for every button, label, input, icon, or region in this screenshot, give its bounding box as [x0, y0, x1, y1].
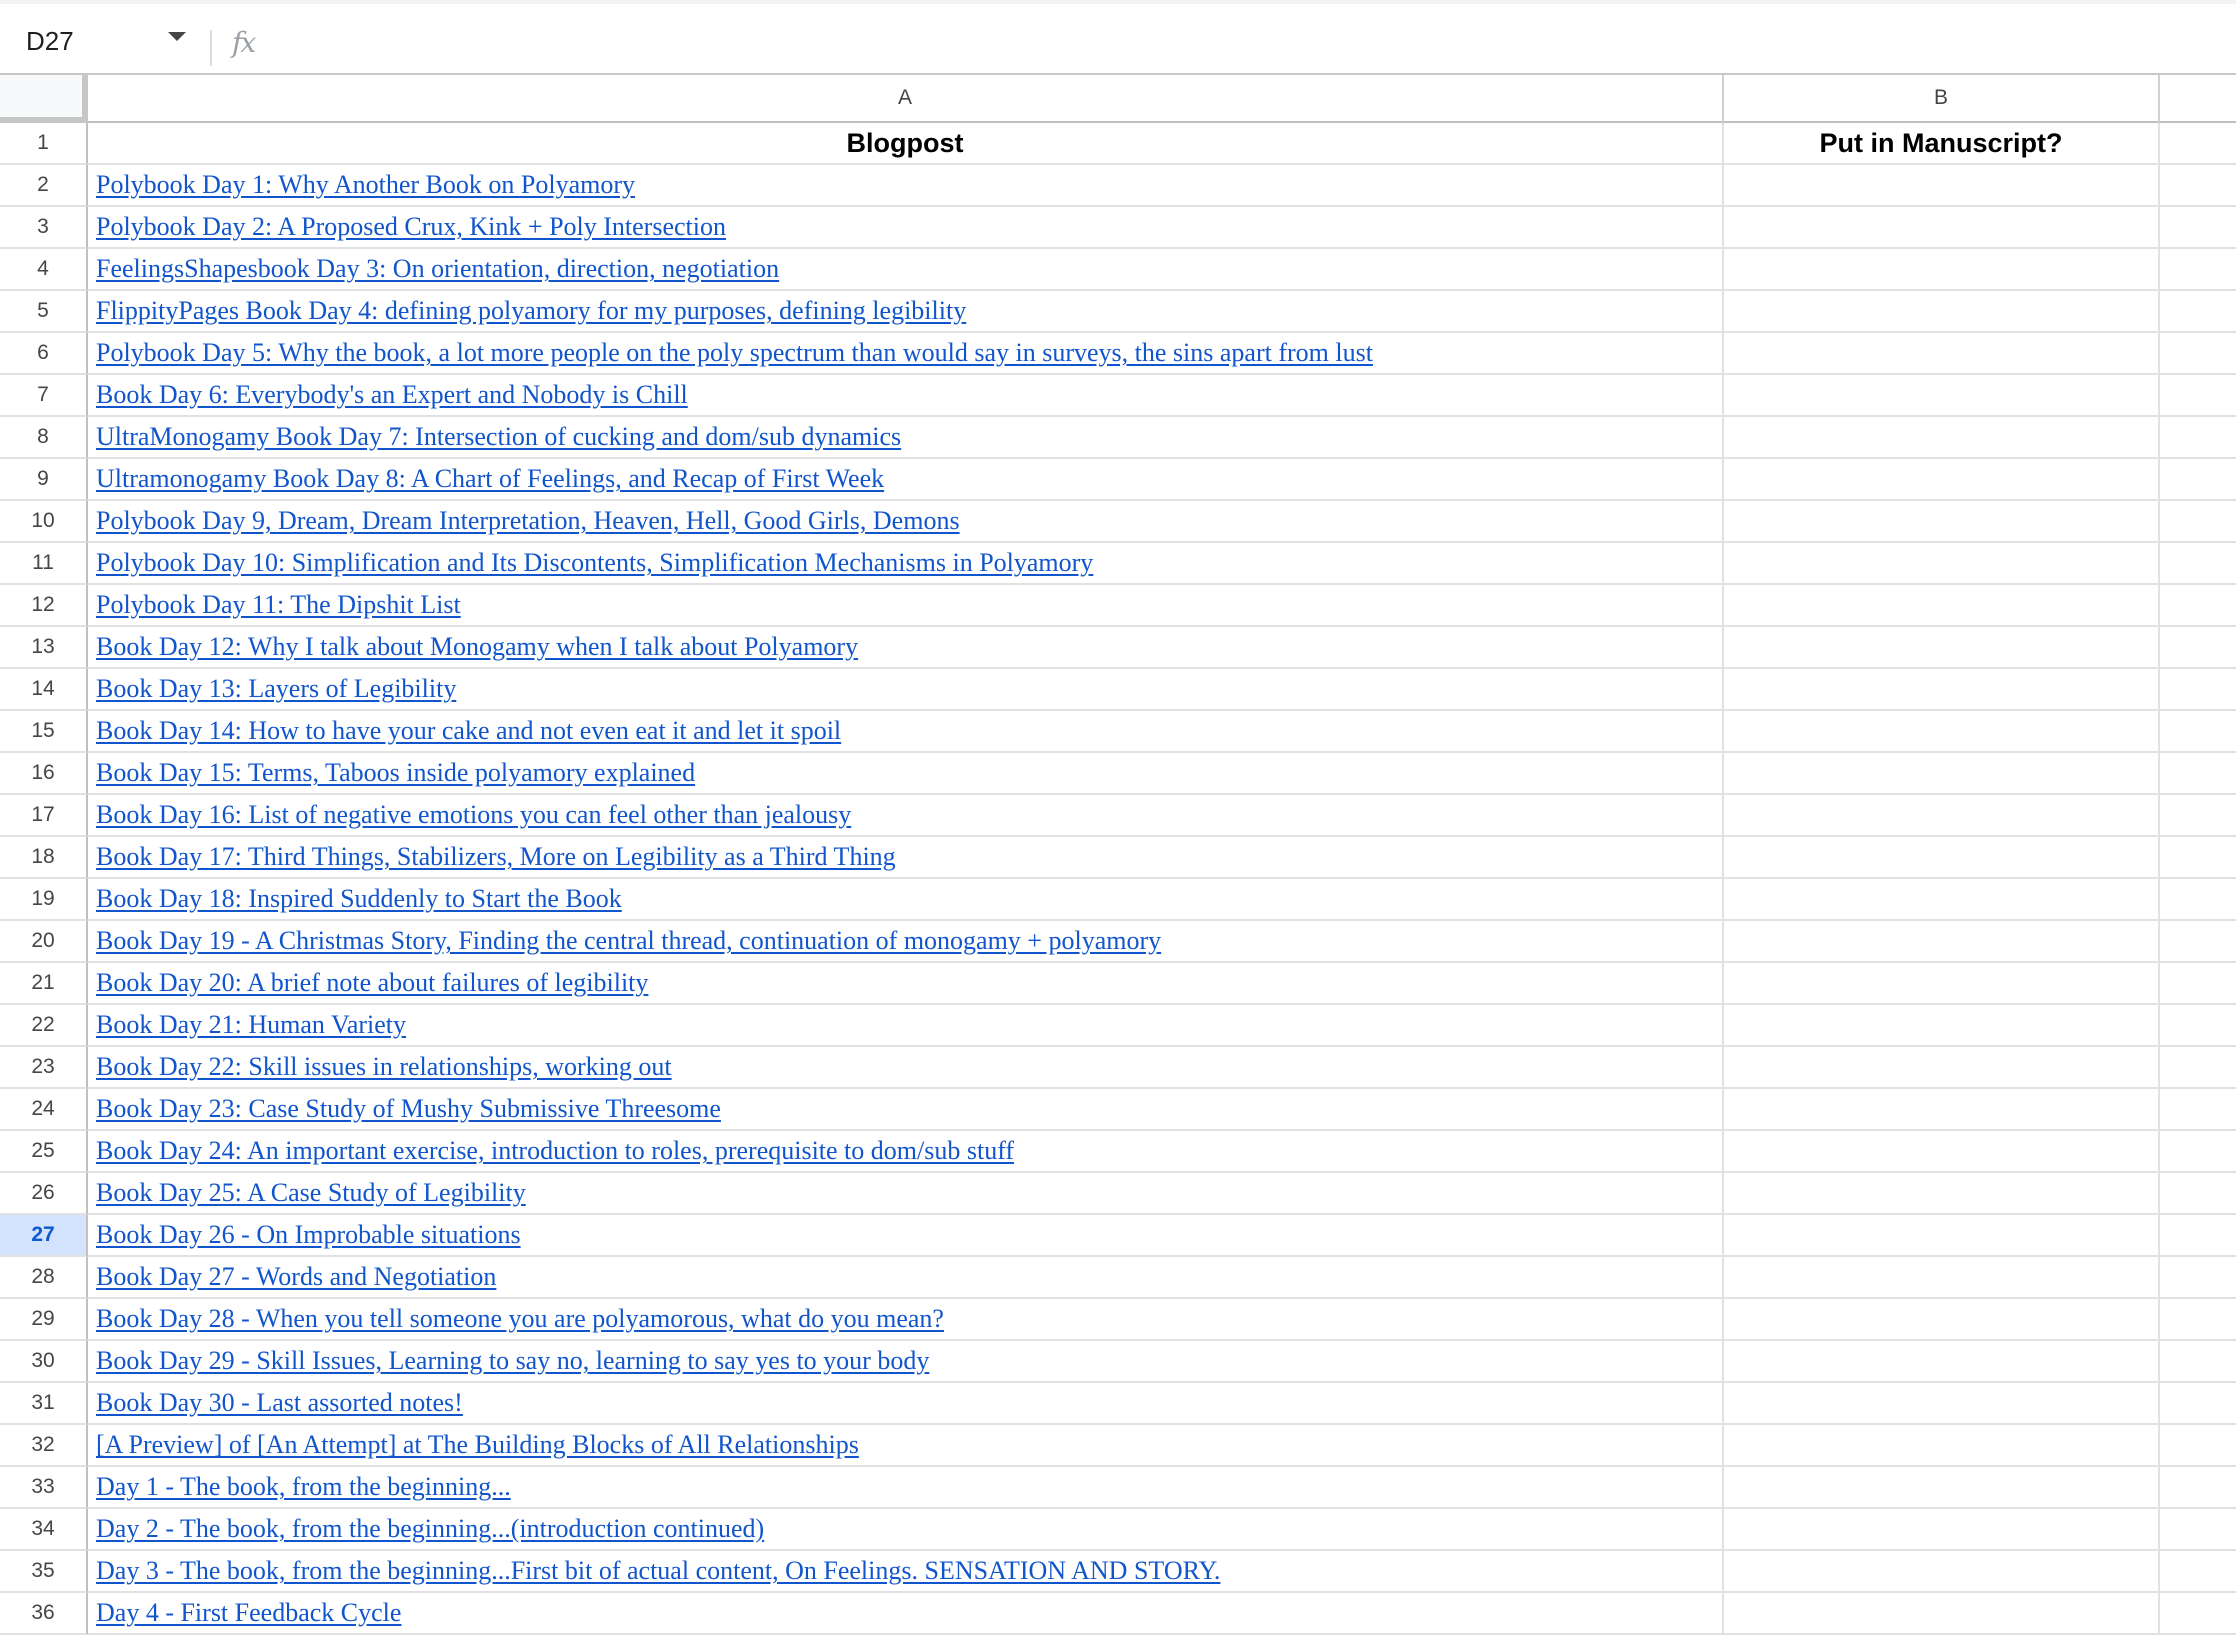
- manuscript-cell[interactable]: [1724, 711, 2160, 753]
- manuscript-cell[interactable]: [1724, 1089, 2160, 1131]
- table-row-cell-a[interactable]: [88, 1467, 1724, 1509]
- table-row-cell-a[interactable]: [88, 1299, 1724, 1341]
- blogpost-link[interactable]: Book Day 13: Layers of Legibility: [96, 674, 457, 703]
- blogpost-link[interactable]: Book Day 24: An important exercise, introduction to roles, prerequisite to dom/sub stuff: [96, 1136, 1015, 1165]
- column-header-a[interactable]: A: [88, 75, 1724, 123]
- cell[interactable]: [2160, 333, 2236, 375]
- blogpost-link[interactable]: Day 4 - First Feedback Cycle: [96, 1598, 402, 1627]
- table-row-cell-a[interactable]: [88, 921, 1724, 963]
- blogpost-link[interactable]: Book Day 6: Everybody's an Expert and Nobody is Chill: [96, 380, 688, 409]
- row-header[interactable]: 13: [0, 627, 88, 669]
- select-all-corner[interactable]: [0, 75, 88, 123]
- cell[interactable]: [2160, 375, 2236, 417]
- row-header[interactable]: 26: [0, 1173, 88, 1215]
- chevron-down-icon[interactable]: [168, 32, 186, 41]
- blogpost-link[interactable]: Polybook Day 1: Why Another Book on Polyamory: [96, 170, 636, 199]
- row-header[interactable]: 3: [0, 207, 88, 249]
- manuscript-cell[interactable]: [1724, 375, 2160, 417]
- cell[interactable]: [2160, 1593, 2236, 1635]
- cell[interactable]: [2160, 1047, 2236, 1089]
- row-header[interactable]: 32: [0, 1425, 88, 1467]
- table-row-cell-a[interactable]: [88, 879, 1724, 921]
- row-header[interactable]: 10: [0, 501, 88, 543]
- row-header[interactable]: 2: [0, 165, 88, 207]
- cell[interactable]: [2160, 459, 2236, 501]
- blogpost-link[interactable]: Polybook Day 2: A Proposed Crux, Kink + Poly Intersection: [96, 212, 726, 241]
- cell[interactable]: [2160, 1383, 2236, 1425]
- cell[interactable]: [2160, 795, 2236, 837]
- blogpost-link[interactable]: Book Day 15: Terms, Taboos inside polyamory explained: [96, 758, 696, 787]
- table-row-cell-a[interactable]: [88, 501, 1724, 543]
- blogpost-link[interactable]: Book Day 28 - When you tell someone you are polyamorous, what do you mean?: [96, 1304, 944, 1333]
- row-header[interactable]: 21: [0, 963, 88, 1005]
- blogpost-link[interactable]: Book Day 25: A Case Study of Legibility: [96, 1178, 526, 1207]
- blogpost-link[interactable]: Polybook Day 11: The Dipshit List: [96, 590, 461, 619]
- cell[interactable]: [2160, 1257, 2236, 1299]
- manuscript-cell[interactable]: [1724, 1005, 2160, 1047]
- blogpost-link[interactable]: Book Day 23: Case Study of Mushy Submissive Threesome: [96, 1094, 721, 1123]
- row-header[interactable]: 36: [0, 1593, 88, 1635]
- blogpost-link[interactable]: Polybook Day 5: Why the book, a lot more people on the poly spectrum than would say in surveys, the sins apart from lust: [96, 338, 1373, 367]
- table-row-cell-a[interactable]: [88, 627, 1724, 669]
- cell[interactable]: [2160, 543, 2236, 585]
- row-header[interactable]: 27: [0, 1215, 88, 1257]
- manuscript-cell[interactable]: [1724, 1131, 2160, 1173]
- cell[interactable]: [2160, 963, 2236, 1005]
- table-row-cell-a[interactable]: [88, 1341, 1724, 1383]
- blogpost-link[interactable]: Day 1 - The book, from the beginning...: [96, 1472, 511, 1501]
- manuscript-cell[interactable]: [1724, 669, 2160, 711]
- cell[interactable]: [2160, 1089, 2236, 1131]
- row-header[interactable]: 18: [0, 837, 88, 879]
- cell[interactable]: [2160, 669, 2236, 711]
- cell[interactable]: [2160, 501, 2236, 543]
- table-row-cell-a[interactable]: [88, 1383, 1724, 1425]
- manuscript-cell[interactable]: [1724, 1299, 2160, 1341]
- column-header-c[interactable]: [2160, 75, 2236, 123]
- table-row-cell-a[interactable]: [88, 291, 1724, 333]
- row-header[interactable]: 29: [0, 1299, 88, 1341]
- table-row-cell-a[interactable]: [88, 543, 1724, 585]
- table-row-cell-a[interactable]: [88, 669, 1724, 711]
- row-header[interactable]: 4: [0, 249, 88, 291]
- cell[interactable]: [2160, 417, 2236, 459]
- cell[interactable]: [2160, 1509, 2236, 1551]
- cell[interactable]: [2160, 1467, 2236, 1509]
- manuscript-cell[interactable]: [1724, 627, 2160, 669]
- cell[interactable]: [2160, 249, 2236, 291]
- cell[interactable]: [2160, 1551, 2236, 1593]
- manuscript-cell[interactable]: [1724, 1551, 2160, 1593]
- table-row-cell-a[interactable]: [88, 1047, 1724, 1089]
- row-header[interactable]: 17: [0, 795, 88, 837]
- table-row-cell-a[interactable]: [88, 795, 1724, 837]
- row-header[interactable]: 12: [0, 585, 88, 627]
- manuscript-cell[interactable]: [1724, 1593, 2160, 1635]
- blogpost-link[interactable]: Polybook Day 10: Simplification and Its Discontents, Simplification Mechanisms in Polyamory: [96, 548, 1094, 577]
- row-header[interactable]: 14: [0, 669, 88, 711]
- row-header[interactable]: 15: [0, 711, 88, 753]
- row-header[interactable]: 24: [0, 1089, 88, 1131]
- manuscript-cell[interactable]: [1724, 1383, 2160, 1425]
- row-header[interactable]: 9: [0, 459, 88, 501]
- blogpost-link[interactable]: [A Preview] of [An Attempt] at The Building Blocks of All Relationships: [96, 1430, 859, 1459]
- table-row-cell-a[interactable]: [88, 1551, 1724, 1593]
- row-header[interactable]: 30: [0, 1341, 88, 1383]
- cell[interactable]: [2160, 627, 2236, 669]
- blogpost-link[interactable]: Book Day 29 - Skill Issues, Learning to say no, learning to say yes to your body: [96, 1346, 930, 1375]
- blogpost-link[interactable]: Book Day 14: How to have your cake and not even eat it and let it spoil: [96, 716, 842, 745]
- row-header[interactable]: 34: [0, 1509, 88, 1551]
- manuscript-cell[interactable]: [1724, 963, 2160, 1005]
- name-box[interactable]: D27: [26, 25, 74, 56]
- blogpost-link[interactable]: Book Day 16: List of negative emotions you can feel other than jealousy: [96, 800, 852, 829]
- manuscript-cell[interactable]: [1724, 1215, 2160, 1257]
- manuscript-cell[interactable]: [1724, 879, 2160, 921]
- table-row-cell-a[interactable]: [88, 963, 1724, 1005]
- blogpost-link[interactable]: FlippityPages Book Day 4: defining polyamory for my purposes, defining legibility: [96, 296, 967, 325]
- row-header[interactable]: 22: [0, 1005, 88, 1047]
- blogpost-link[interactable]: Book Day 21: Human Variety: [96, 1010, 407, 1039]
- table-row-cell-a[interactable]: [88, 753, 1724, 795]
- header-cell-blogpost[interactable]: Blogpost: [88, 123, 1724, 165]
- cell[interactable]: [2160, 123, 2236, 165]
- table-row-cell-a[interactable]: [88, 1005, 1724, 1047]
- manuscript-cell[interactable]: [1724, 753, 2160, 795]
- cell[interactable]: [2160, 165, 2236, 207]
- manuscript-cell[interactable]: [1724, 1047, 2160, 1089]
- table-row-cell-a[interactable]: [88, 417, 1724, 459]
- cell[interactable]: [2160, 1341, 2236, 1383]
- manuscript-cell[interactable]: [1724, 1509, 2160, 1551]
- row-header[interactable]: 19: [0, 879, 88, 921]
- blogpost-link[interactable]: Book Day 27 - Words and Negotiation: [96, 1262, 497, 1291]
- cell[interactable]: [2160, 921, 2236, 963]
- cell[interactable]: [2160, 1425, 2236, 1467]
- row-header[interactable]: 20: [0, 921, 88, 963]
- table-row-cell-a[interactable]: [88, 375, 1724, 417]
- manuscript-cell[interactable]: [1724, 165, 2160, 207]
- cell[interactable]: [2160, 207, 2236, 249]
- table-row-cell-a[interactable]: [88, 1257, 1724, 1299]
- blogpost-link[interactable]: Book Day 19 - A Christmas Story, Finding the central thread, continuation of monogamy + polyamory: [96, 926, 1162, 955]
- blogpost-link[interactable]: Book Day 20: A brief note about failures of legibility: [96, 968, 649, 997]
- row-header[interactable]: 23: [0, 1047, 88, 1089]
- blogpost-link[interactable]: Day 3 - The book, from the beginning...First bit of actual content, On Feelings. SENSATION AND STORY.: [96, 1556, 1221, 1585]
- table-row-cell-a[interactable]: [88, 207, 1724, 249]
- row-header[interactable]: 16: [0, 753, 88, 795]
- cell[interactable]: [2160, 879, 2236, 921]
- manuscript-cell[interactable]: [1724, 795, 2160, 837]
- blogpost-link[interactable]: Book Day 17: Third Things, Stabilizers, More on Legibility as a Third Thing: [96, 842, 896, 871]
- table-row-cell-a[interactable]: [88, 837, 1724, 879]
- cell[interactable]: [2160, 1215, 2236, 1257]
- manuscript-cell[interactable]: [1724, 333, 2160, 375]
- blogpost-link[interactable]: Book Day 30 - Last assorted notes!: [96, 1388, 463, 1417]
- cell[interactable]: [2160, 711, 2236, 753]
- table-row-cell-a[interactable]: [88, 249, 1724, 291]
- table-row-cell-a[interactable]: [88, 1509, 1724, 1551]
- manuscript-cell[interactable]: [1724, 249, 2160, 291]
- cell[interactable]: [2160, 753, 2236, 795]
- manuscript-cell[interactable]: [1724, 1173, 2160, 1215]
- blogpost-link[interactable]: Ultramonogamy Book Day 8: A Chart of Feelings, and Recap of First Week: [96, 464, 885, 493]
- row-header[interactable]: 7: [0, 375, 88, 417]
- table-row-cell-a[interactable]: [88, 1173, 1724, 1215]
- table-row-cell-a[interactable]: [88, 711, 1724, 753]
- manuscript-cell[interactable]: [1724, 921, 2160, 963]
- manuscript-cell[interactable]: [1724, 207, 2160, 249]
- cell[interactable]: [2160, 585, 2236, 627]
- table-row-cell-a[interactable]: [88, 165, 1724, 207]
- blogpost-link[interactable]: FeelingsShapesbook Day 3: On orientation, direction, negotiation: [96, 254, 780, 283]
- row-header[interactable]: 25: [0, 1131, 88, 1173]
- formula-input[interactable]: [280, 18, 2220, 68]
- table-row-cell-a[interactable]: [88, 1593, 1724, 1635]
- row-header[interactable]: 8: [0, 417, 88, 459]
- row-header[interactable]: 35: [0, 1551, 88, 1593]
- manuscript-cell[interactable]: [1724, 543, 2160, 585]
- manuscript-cell[interactable]: [1724, 501, 2160, 543]
- table-row-cell-a[interactable]: [88, 333, 1724, 375]
- manuscript-cell[interactable]: [1724, 459, 2160, 501]
- cell[interactable]: [2160, 1299, 2236, 1341]
- blogpost-link[interactable]: Book Day 18: Inspired Suddenly to Start the Book: [96, 884, 622, 913]
- cell[interactable]: [2160, 1005, 2236, 1047]
- blogpost-link[interactable]: Book Day 26 - On Improbable situations: [96, 1220, 521, 1249]
- table-row-cell-a[interactable]: [88, 1131, 1724, 1173]
- manuscript-cell[interactable]: [1724, 291, 2160, 333]
- manuscript-cell[interactable]: [1724, 1467, 2160, 1509]
- cell[interactable]: [2160, 837, 2236, 879]
- blogpost-link[interactable]: UltraMonogamy Book Day 7: Intersection of cucking and dom/sub dynamics: [96, 422, 902, 451]
- row-header[interactable]: 33: [0, 1467, 88, 1509]
- row-header[interactable]: 11: [0, 543, 88, 585]
- blogpost-link[interactable]: Polybook Day 9, Dream, Dream Interpretation, Heaven, Hell, Good Girls, Demons: [96, 506, 960, 535]
- manuscript-cell[interactable]: [1724, 585, 2160, 627]
- formula-bar-divider: [210, 30, 212, 66]
- cell[interactable]: [2160, 291, 2236, 333]
- manuscript-cell[interactable]: [1724, 1425, 2160, 1467]
- manuscript-cell[interactable]: [1724, 1257, 2160, 1299]
- cell[interactable]: [2160, 1131, 2236, 1173]
- table-row-cell-a[interactable]: [88, 1215, 1724, 1257]
- manuscript-cell[interactable]: [1724, 837, 2160, 879]
- manuscript-cell[interactable]: [1724, 417, 2160, 459]
- manuscript-cell[interactable]: [1724, 1341, 2160, 1383]
- header-cell-manuscript[interactable]: Put in Manuscript?: [1724, 123, 2160, 165]
- table-row-cell-a[interactable]: [88, 459, 1724, 501]
- row-header[interactable]: 5: [0, 291, 88, 333]
- fx-icon: fx: [232, 26, 255, 59]
- row-header[interactable]: 28: [0, 1257, 88, 1299]
- cell[interactable]: [2160, 1173, 2236, 1215]
- blogpost-link[interactable]: Book Day 12: Why I talk about Monogamy when I talk about Polyamory: [96, 632, 859, 661]
- column-header-b[interactable]: B: [1724, 75, 2160, 123]
- formula-bar: [0, 0, 2236, 75]
- table-row-cell-a[interactable]: [88, 1089, 1724, 1131]
- table-row-cell-a[interactable]: [88, 585, 1724, 627]
- table-row-cell-a[interactable]: [88, 1425, 1724, 1467]
- blogpost-link[interactable]: Day 2 - The book, from the beginning...(introduction continued): [96, 1514, 765, 1543]
- blogpost-link[interactable]: Book Day 22: Skill issues in relationships, working out: [96, 1052, 672, 1081]
- row-header[interactable]: 1: [0, 123, 88, 165]
- row-header[interactable]: 31: [0, 1383, 88, 1425]
- row-header[interactable]: 6: [0, 333, 88, 375]
